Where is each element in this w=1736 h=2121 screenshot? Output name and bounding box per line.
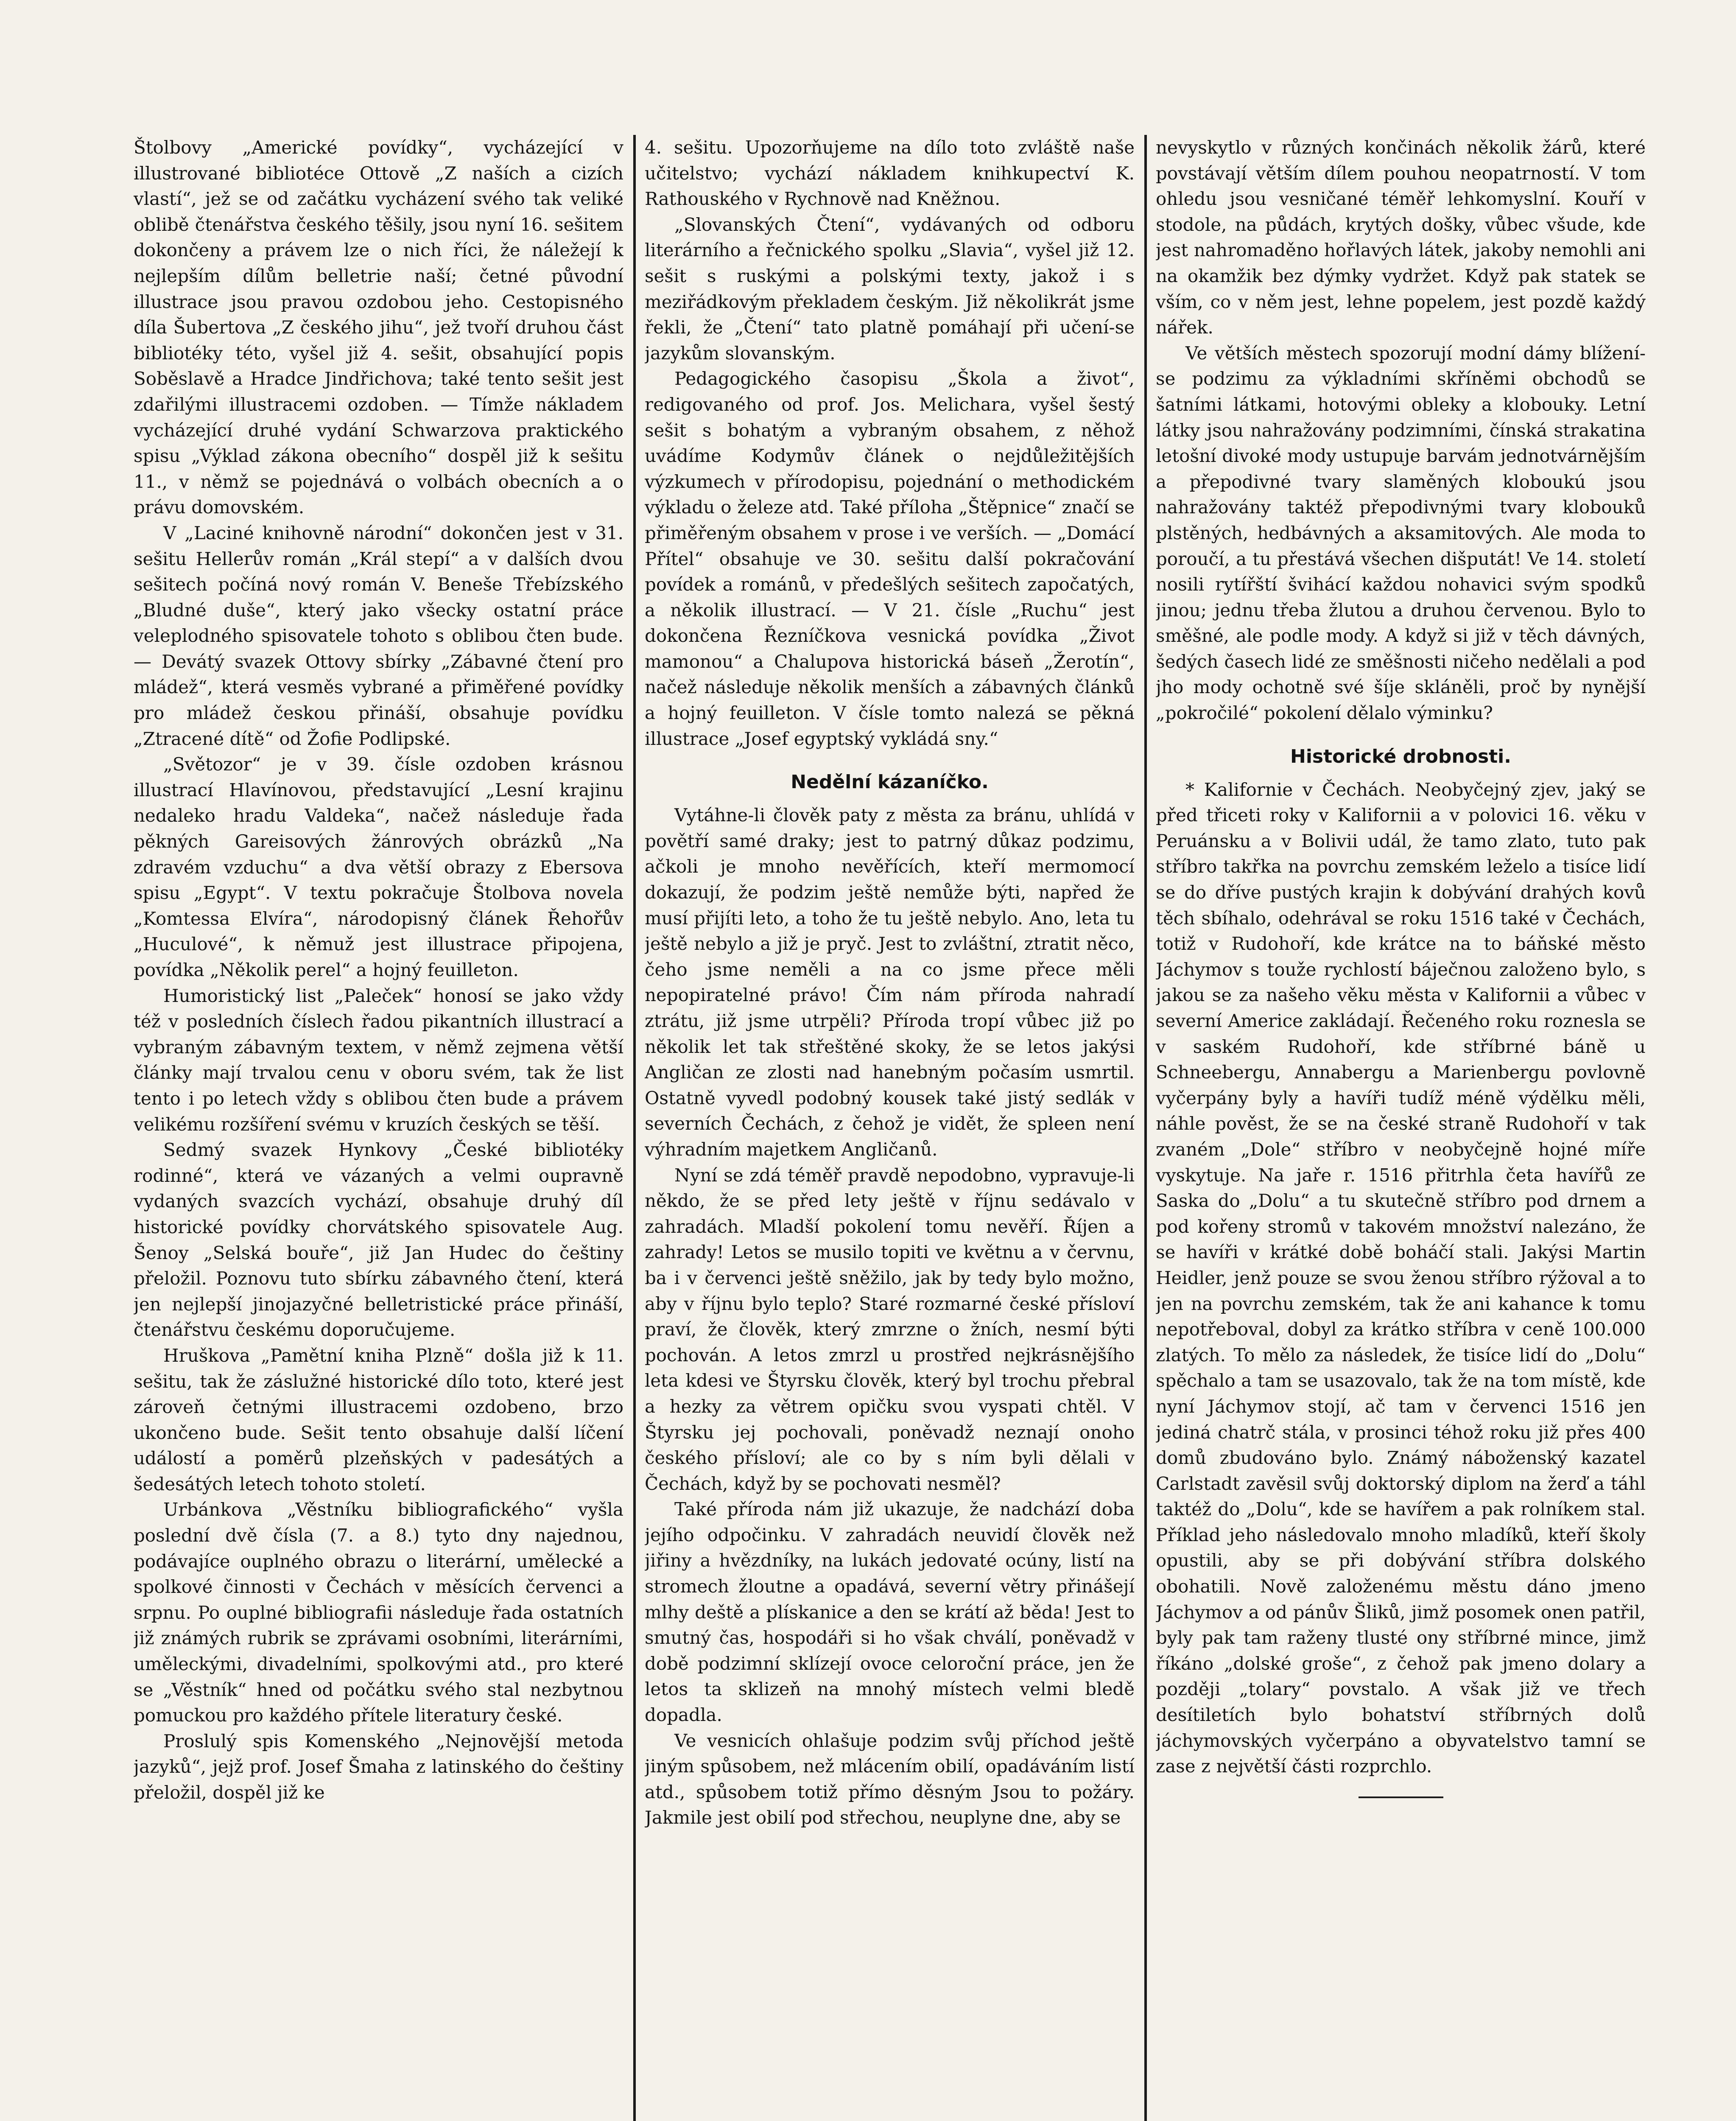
paragraph: Štolbovy „Americké povídky“, vycházející v illustrované bibliotéce Ottově „Z naších a cizích vlastí“, jež se od začátku vycházení svého tak veliké oblibě čtenářstva českého těšily, jsou nyní 16. sešitem dokončeny a právem lze o nich říci, že náležejí k nejlepším dílům belletrie naší; četné původní illustrace jsou pravou ozdobou jeho. Cestopisného díla Šubertova „Z českého jihu“, jež tvoří druhou část bibliotéky této, vyšel již 4. sešit, obsahující popis Soběslavě a Hradce Jindřichova; také tento sešit jest zdařilými illustracemi ozdoben. — Tímže nákladem vycházející druhé vydání Schwarzova praktického spisu „Výklad zákona obecního“ dospěl již k sešitu 11., v němž se pojednává o volbách obecních a o právu domovském. (134, 137, 623, 518)
paragraph: Ve vesnicích ohlašuje podzim svůj příchod ještě jiným spůsobem, než mlácením obilí, opadáváním listí atd., spůsobem totiž přímo děsným Jsou to požáry. Jakmile jest obilí pod střechou, neuplyne dne, aby se (645, 1730, 1135, 1828)
section-heading-history: Historické drobnosti. (1290, 745, 1511, 767)
section-heading-sermon: Nedělní kázaníčko. (791, 771, 989, 793)
paragraph: Vytáhne-li člověk paty z města za bránu, uhlídá v povětří samé draky; jest to patrný důkaz podzimu, ačkoli je mnoho nevěřících, kteří mermomocí dokazují, že podzim ještě nemůže býti, napřed že musí přijíti leto, a toho že tu ještě nebylo. Ano, leta tu ještě nebylo a již je pryč. Jest to zvláštní, ztratit něco, čeho jsme neměli a na co jsme přece měli nepopiratelné právo! Čím nám příroda nahradí ztrátu, již jsme utrpěli? Příroda tropí vůbec již po několik let tak střeštěné skoky, že se letos jakýsi Angličan ze zlosti nad hanebným počasím usmrtil. Ostatně vyvedl podobný kousek také jistý sedlák v severních Čechách, z čehož je vidět, že spleen není výhradním majetkem Angličanů. (645, 805, 1135, 1160)
paragraph: Hruškova „Pamětní kniha Plzně“ došla již k 11. sešitu, tak že záslužné historické dílo toto, které jest zároveň četnými illustracemi ozdobeno, brzo ukončeno bude. Sešit tento obsahuje další líčení událostí a poměrů plzeňských v padesátých a šedesátých letech tohoto století. (134, 1345, 623, 1494)
paragraph: „Slovanských Čtení“, vydávaných od odboru literárního a řečnického spolku „Slavia“, vyšel již 12. sešit s ruskými a polskými texty, jakož i s meziřádkovým překladem českým. Již několikrát jsme řekli, že „Čtení“ tato platně pomáhají při učení-se jazykům slovanským. (645, 214, 1135, 364)
paragraph: Také příroda nám již ukazuje, že nadchází doba jejího odpočinku. V zahradách neuvidí člověk než jiřiny a hvězdníky, na lukách jedovaté ocúny, listí na stromech žloutne a opadává, severní větry přinášejí mlhy deště a plískanice a den se krátí až běda! Jest to smutný čas, hospodáři si ho však chválí, poněvadž v době podzimní sklízejí ovoce celoroční práce, jen že letos ta sklizeň na mnohý místech velmi bledě dopadla. (645, 1499, 1135, 1726)
paragraph: Pedagogického časopisu „Škola a život“, redigovaného od prof. Jos. Melichara, vyšel šestý sešit s bohatým a vybraným obsahem, z něhož uvádíme Kodymův článek o nejdůležitějších výzkumech v přírodopisu, pojednání o methodickém výkladu o železe atd. Také příloha „Štěpnice“ značí se přiměřeným obsahem v prose i ve verších. — „Domácí Přítel“ obsahuje ve 30. sešitu další pokračování povídek a románů, v předešlých sešitech započatých, a několik illustrací. — V 21. čísle „Ruchu“ jest dokončena Řezníčkova vesnická povídka „Život mamonou“ a Chalupova historická báseň „Žerotín“, načež následuje několik menších a zábavných článků a hojný feuilleton. V čísle tomto nalezá se pěkná illustrace „Josef egyptský vykládá sny.“ (645, 368, 1135, 749)
paragraph: „Světozor“ je v 39. čísle ozdoben krásnou illustrací Hlavínovou, představující „Lesní krajinu nedaleko hradu Valdeka“, načež následuje řada pěkných Gareisových žánrových obrázků „Na zdravém vzduchu“ a dva větší obrazy z Ebersova spisu „Egypt“. V textu pokračuje Štolbova novela „Komtessa Elvíra“, národopisný článek Řehořův „Huculové“, k němuž jest illustrace připojena, povídka „Několik perel“ a hojný feuilleton. (134, 754, 623, 980)
paragraph: Sedmý svazek Hynkovy „České bibliotéky rodinné“, která ve vázaných a velmi oupravně vydaných svazcích vychází, obsahuje druhý díl historické povídky chorvátského spisovatele Aug. Šenoy „Selská bouře“, již Jan Hudec do češtiny přeložil. Poznovu tuto sbírku zábavného čtení, která jen nejlepší jinojazyčné belletristické práce přináší, čtenářstvu českému doporučujeme. (134, 1139, 623, 1340)
paragraph: Proslulý spis Komenského „Nejnovější metoda jazyků“, jejž prof. Josef Šmaha z latinského do češtiny přeložil, dospěl již ke (134, 1730, 623, 1803)
column-divider (633, 135, 636, 2121)
paragraph: Humoristický list „Paleček“ honosí se jako vždy též v posledních číslech řadou pikantních illustrací a vybraným zábavným textem, v němž zejmena větší články mají trvalou cenu v oboru svém, tak že list tento i po letech vždy s oblibou čten bude a právem velikému rozšíření svému v kruzích českých se těší. (134, 985, 623, 1135)
paragraph: * Kalifornie v Čechách. Neobyčejný zjev, jaký se před třiceti roky v Kalifornii a v polovici 16. věku v Peruánsku a v Bolivii udál, že tamo zlato, tuto pak stříbro takřka na povrchu zemském leželo a tisíce lidí se do dříve pustých krajin k dobývání drahých kovů těch sbíhalo, odehrával se roku 1516 také v Čechách, totiž v Rudohoří, kde krátce na to báňské město Jáchymov s touže rychlostí báječnou založeno bylo, s jakou se za našeho věku města v Kalifornii a vůbec v severní Americe zakládají. Řečeného roku roznesla se v saském Rudohoří, kde stříbrné báně u Schneebergu, Annabergu a Marienbergu povlovně vyčerpány byly a havíři tudíž méně výdělku měli, náhle pověst, že se na české straně Rudohoří v tak zvaném „Dole“ stříbro v neobyčejně hojné míře vyskytuje. Na jaře r. 1516 přitrhla četa havířů ze Saska do „Dolu“ a tu skutečně stříbro pod drnem a pod kořeny stromů v takovém množství nalezáno, že se havíři v krátké době boháčí stali. Jakýsi Martin Heidler, jenž pouze se svou ženou stříbro rýžoval a to jen na povrchu zemském, tak že ani kahance k tomu nepotřeboval, dobyl za krátko stříbra v ceně 100.000 zlatých. To mělo za následek, že tisíce lidí do „Dolu“ spěchalo a tam se usazovalo, tak že na tom místě, kde nyní Jáchymov stojí, ač tam v červenci 1516 jen jediná chatrč stála, v prosinci téhož roku již přes 400 domů zbudováno bylo. Známý náboženský kazatel Carlstadt zavěsil svůj doktorský diplom na žerď a táhl taktéž do „Dolu“, kde se havířem a pak rolníkem stal. Příklad jeho následovalo mnoho mladíků, kteří školy opustili, aby se při dobývání stříbra dolského obohatili. Nově založenému městu dáno jmeno Jáchymov a od pánův Šliků, jimž posomek onen patřil, byly pak tam raženy tlusté ony stříbrné mince, jimž říkáno „dolské groše“, z čehož pak jmeno dolary a později „tolary“ povstalo. A však již ve třech desítiletích bylo bohatství stříbrných dolů jáchymovských vyčerpáno a obyvatelstvo tamní se zase z největší části rozprchlo. (1156, 779, 1646, 1777)
paragraph: 4. sešitu. Upozorňujeme na dílo toto zvláště naše učitelstvo; vychází nákladem knihkupectví K. Rathouského v Rychnově nad Kněžnou. (645, 137, 1135, 210)
paragraph: Nyní se zdá téměř pravdě nepodobno, vypravuje-li někdo, že se před lety ještě v říjnu sedávalo v zahradách. Mladší pokolení tomu nevěří. Říjen a zahrady! Letos se musilo topiti ve květnu a v červnu, ba i v červenci ještě sněžilo, jak by tedy bylo možno, aby v říjnu bylo teplo? Staré rozmarné české přísloví praví, že člověk, který zmrzne o žních, nesmí býti pochován. A letos zmrzl u prostřed nejkrásnějšího leta kdesi ve Štyrsku člověk, který byl trochu přebral a hezky za větrem opičku svou vyspati chtěl. V Štyrsku jej pochovali, poněvadž neznají onoho českého přísloví; ale co by s ním byli dělali v Čechách, když by se pochovati nesměl? (645, 1164, 1135, 1494)
column-1 (134, 135, 623, 2121)
paragraph: nevyskytlo v různých končinách několik žárů, které povstávají větším dílem pouhou neopatrností. V tom ohledu jsou vesničané téměř lehkomyslní. Kouří v stodole, na půdách, krytých došky, vůbec všude, kde jest nahromaděno hořlavých látek, jakoby nemohli ani na okamžik bez dýmky vydržet. Když pak statek se vším, co v něm jest, lehne popelem, jest pozdě každý nářek. (1156, 137, 1646, 338)
paragraph: V „Laciné knihovně národní“ dokončen jest v 31. sešitu Hellerův román „Král stepí“ a v dalších dvou sešitech počíná nový román V. Beneše Třebízského „Bludné duše“, který jako všecky ostatní práce veleplodného spisovatele tohoto s oblibou čten bude. — Devátý svazek Ottovy sbírky „Zábavné čtení pro mládež“, která vesměs vybrané a přiměřené povídky pro mládež českou přináší, obsahuje povídku „Ztracené dítě“ od Žofie Podlipské. (134, 522, 623, 749)
end-rule (1359, 1796, 1443, 1798)
paragraph: Ve větších městech spozorují modní dámy blížení-se podzimu za výkladními skříněmi obchodů se šatními látkami, hotovými obleky a klobouky. Letní látky jsou nahražovány podzimními, čínská strakatina letošní divoké mody ustupuje barvám jednotvárnějším a přepodivné tvary slaměných kloboukú jsou nahražovány taktéž přepodivnými tvary klobouků plstěných, hedbávných a aksamitových. Ale moda to poroučí, a tu přestává všechen dišputát! Ve 14. století nosili rytířští švihácí každou nohavici svým spodků jinou; jednu třeba žlutou a druhou červenou. Bylo to směšné, ale podle mody. A když si již v těch dávných, šedých časech lidé ze směšnosti ničeho nedělali a pod jho mody ochotně své šíje skláněli, proč by nynější „pokročilé“ pokolení dělalo výminku? (1156, 342, 1646, 724)
column-2 (645, 135, 1135, 2121)
column-divider (1144, 135, 1147, 2121)
column-3 (1156, 135, 1646, 2121)
paragraph: Urbánkova „Věstníku bibliografického“ vyšla poslední dvě čísla (7. a 8.) tyto dny najednou, podávajíce ouplného obrazu o literární, umělecké a spolkové činnosti v Čechách v měsících červenci a srpnu. Po ouplné bibliografii následuje řada ostatních již známých rubrik se zprávami osobními, literárními, uměleckými, divadelními, spolkovými atd., pro které se „Věstník“ hned od počátku svého stal nezbytnou pomuckou pro každého přítele literatury české. (134, 1499, 623, 1726)
